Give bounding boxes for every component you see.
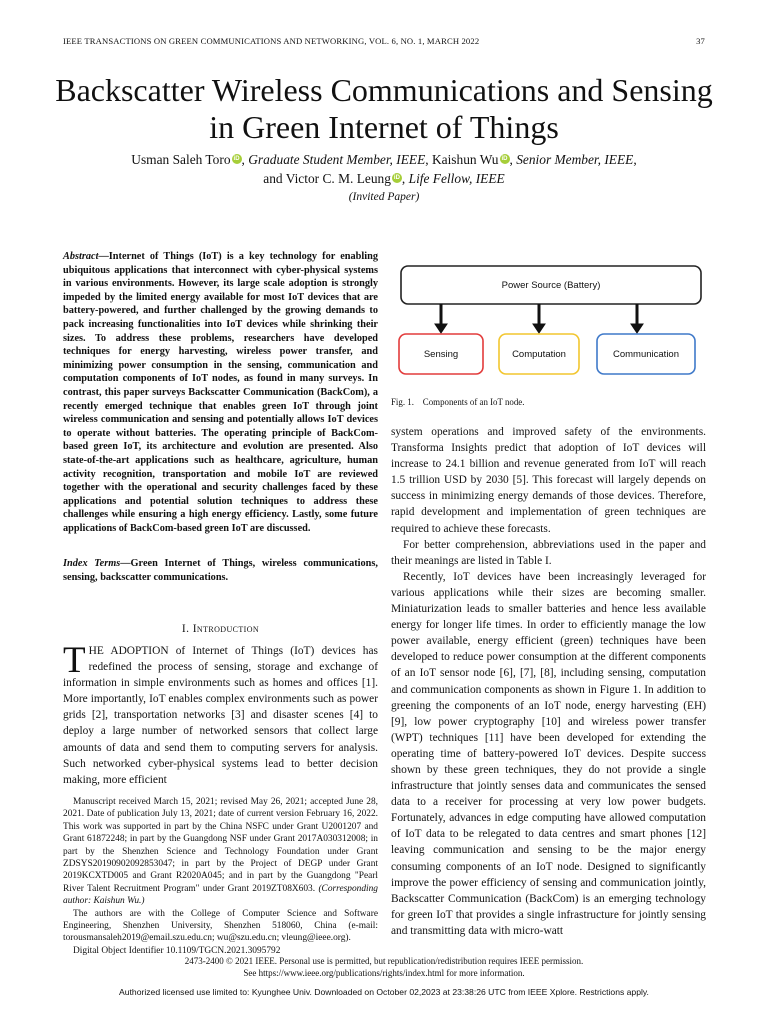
paragraph: Recently, IoT devices have been increasingly leveraged for various applications while their sizes are becoming smaller. Miniaturization leads to smaller batteries and hence less available energy for longer life times. In order to efficiently manage the low power available, energy efficient (green) techniques have been developed to reduce power consumption at the different components of an IoT sensor node [6], [7], [8], including sensing, computation and communication components as shown in Figure 1. In addition to greening the components of an IoT node, energy harvesting (EH) [9], low power cryptography [10] and wireless power transfer (WPT) techniques [11] have been developed for extending the operating time of battery-powered IoT devices. Despite success shown by these green techniques, they do not provide a single infrastructure that jointly senses data and communicates the sensed data to a receiver for processing at very low power budgets. Fortunately, advances in edge computing have allowed computation of IoT data to be relegated to data centres and smart phones [12] leaving communication and sensing to be the major energy consuming components of an IoT node. Designed to significantly improve the power efficiency of sensing and communication jointly, Backscatter Communication (BackCom) is an emerging technology for green IoT that provides a single infrastructure for jointly sensing and transmitting data with micro-watt [391,570,706,937]
section-title: Introduction [192,623,260,635]
paper-title [40,72,728,146]
running-header [63,36,705,46]
author-line-1: Usman Saleh Toro iD , Graduate Student Member, IEEE, Kaishun Wu iD , Senior Member, IEEE, [131,152,637,167]
orcid-icon[interactable]: iD [233,156,240,162]
title-line-2: in Green Internet of Things [209,109,559,145]
sensing-label: Sensing [423,349,459,360]
section-heading [63,623,378,635]
footnote-paragraph: The authors are with the College of Computer Science and Software Engineering, Shenzhen University, Shenzhen 518060, China (e-mail: torousmansaleh2019@email.szu.edu.cn; wu@szu.edu.cn; vleung@ieee.org). [63,908,378,944]
paragraph-text: of Internet of Things (IoT) devices has redefined the process of sensing, storage and exchange of information in simple environments such as homes and offices [1]. More importantly, IoT enables complex environments such as power grids [2], transportation networks [3] and disaster scenes [4] to deploy a large number of networked sensors that collect large amounts of data and send them to computing servers for analysis. Such networked cyber-physical systems lead to better decision making, more efficient [63,645,378,786]
abstract [63,250,378,535]
abstract-text: —Internet of Things (IoT) is a key technology for enabling ubiquitous applications that interconnect with cyber-physical systems in various environments. However, its large scale adoption is strongly impeded by the limited energy available for most IoT devices that are battery-powered, and further challenged by the growing demands to pack increasing functionalities into IoT devices while shrinking their sizes. To address these problems, researchers have developed techniques for energy harvesting, wireless power transfer, and minimizing power consumption in the sensing, communication and computation components of IoT nodes, as found in many surveys. In contrast, this paper surveys Backscatter Communication (BackCom), a recently emerged technique that enables green IoT through joint wireless communication and sensing and potentially allows IoT devices to operate without batteries. The operating principle of BackCom-based green IoT, its architecture and evolution are presented. Also state-of-the-art applications such as healthcare, agriculture, human activity recognition, transportation and mobile IoT are reviewed together with the operational and security challenges faced by these applications and potential solution techniques to address these challenges while ensuring a high energy efficiency. Lastly, some future applications of BackCom-based green IoT are discussed. [63,251,378,534]
section-number: I. [181,623,190,635]
license-notice: Authorized licensed use limited to: Kyunghee Univ. Downloaded on October 02,2023 at 23:38:26 UTC from IEEE Xplore. Restrictions apply. [119,987,649,997]
orcid-icon[interactable]: iD [393,175,400,181]
drop-cap: T [63,640,86,681]
copyright-line: 2473-2400 © 2021 IEEE. Personal use is permitted, but republication/redistribution requires IEEE permission. [184,956,584,966]
journal-header: IEEE TRANSACTIONS ON GREEN COMMUNICATIONS AND NETWORKING, VOL. 6, NO. 1, MARCH 2022 [63,36,480,46]
paragraph: For better comprehension, abbreviations used in the paper and their meanings are listed in Table I. [391,538,706,567]
author-name: Kaishun Wu [431,152,499,167]
figure-1-diagram [391,250,706,390]
corresponding-author: (Corresponding author: Kaishun Wu.) [63,883,378,907]
right-column-text [391,424,706,939]
doi: Digital Object Identifier 10.1109/TGCN.2021.3095792 [73,945,281,956]
author-role: Graduate Student Member, IEEE [248,152,426,167]
arrow-head [631,324,643,333]
author-role: Life Fellow, IEEE [408,171,505,186]
communication-label: Communication [613,349,679,360]
author-list [40,150,728,188]
invited-paper-note: (Invited Paper) [348,191,420,203]
author-role: Senior Member, IEEE [516,152,634,167]
arrow-head [435,324,447,333]
power-source-label: Power Source (Battery) [501,280,601,291]
title-line-1: Backscatter Wireless Communications and Sensing [55,72,713,108]
orcid-icon[interactable]: iD [501,156,508,162]
arrow-head [533,324,545,333]
figure-caption: Fig. 1. Components of an IoT node. [391,397,525,407]
author-name: and Victor C. M. Leung [263,171,391,186]
index-terms-text: —Green Internet of Things, wireless communications, sensing, backscatter communications. [63,558,378,583]
copyright-notice [63,955,705,979]
arrows [435,304,643,333]
author-line-2: and Victor C. M. Leung iD , Life Fellow, IEEE [263,171,505,186]
computation-label: Computation [512,349,566,360]
footnote [63,796,378,957]
footnote-text: Manuscript received March 15, 2021; revised May 26, 2021; accepted June 28, 2021. Date of publication July 13, 2021; date of current version February 16, 2022. This work was supported in part by the China NSFC under Grant U2001207 and Grant 61872248; in part by the Guangdong NSF under Grant 2017A030312008; in part by the Shenzhen Science and Technology Foundation under Grant ZDSYS20190902092853047; in part by the Project of DEGP under Grant 2019KCXTD005 and Grant R2020A045; and in part by the Guangdong "Pearl River Talent Recruitment Program" under Grant 2019ZT08X603. [63,797,378,894]
footnote-paragraph [63,796,378,908]
lead-in: HE ADOPTION [88,645,169,657]
author-name: Usman Saleh Toro [131,152,231,167]
rights-url-line: See https://www.ieee.org/publications/rights/index.html for more information. [243,968,525,978]
paragraph: system operations and improved safety of the environments. Transforma Insights predict that adoption of IoT devices will increase to 24.1 billion and revenue generated from IoT will reach 1.5 trillion USD by 2030 [5]. This forecast will largely depends on success in minimizing energy demands of those devices. Therefore, rapid development and implementation of green techniques are required to achieve these forecasts. [391,426,706,535]
index-terms [63,557,378,584]
introduction-text [63,640,378,788]
page-number: 37 [696,36,705,46]
index-terms-label: Index Terms [63,558,121,569]
paragraph [63,640,378,788]
abstract-label: Abstract [63,251,99,262]
